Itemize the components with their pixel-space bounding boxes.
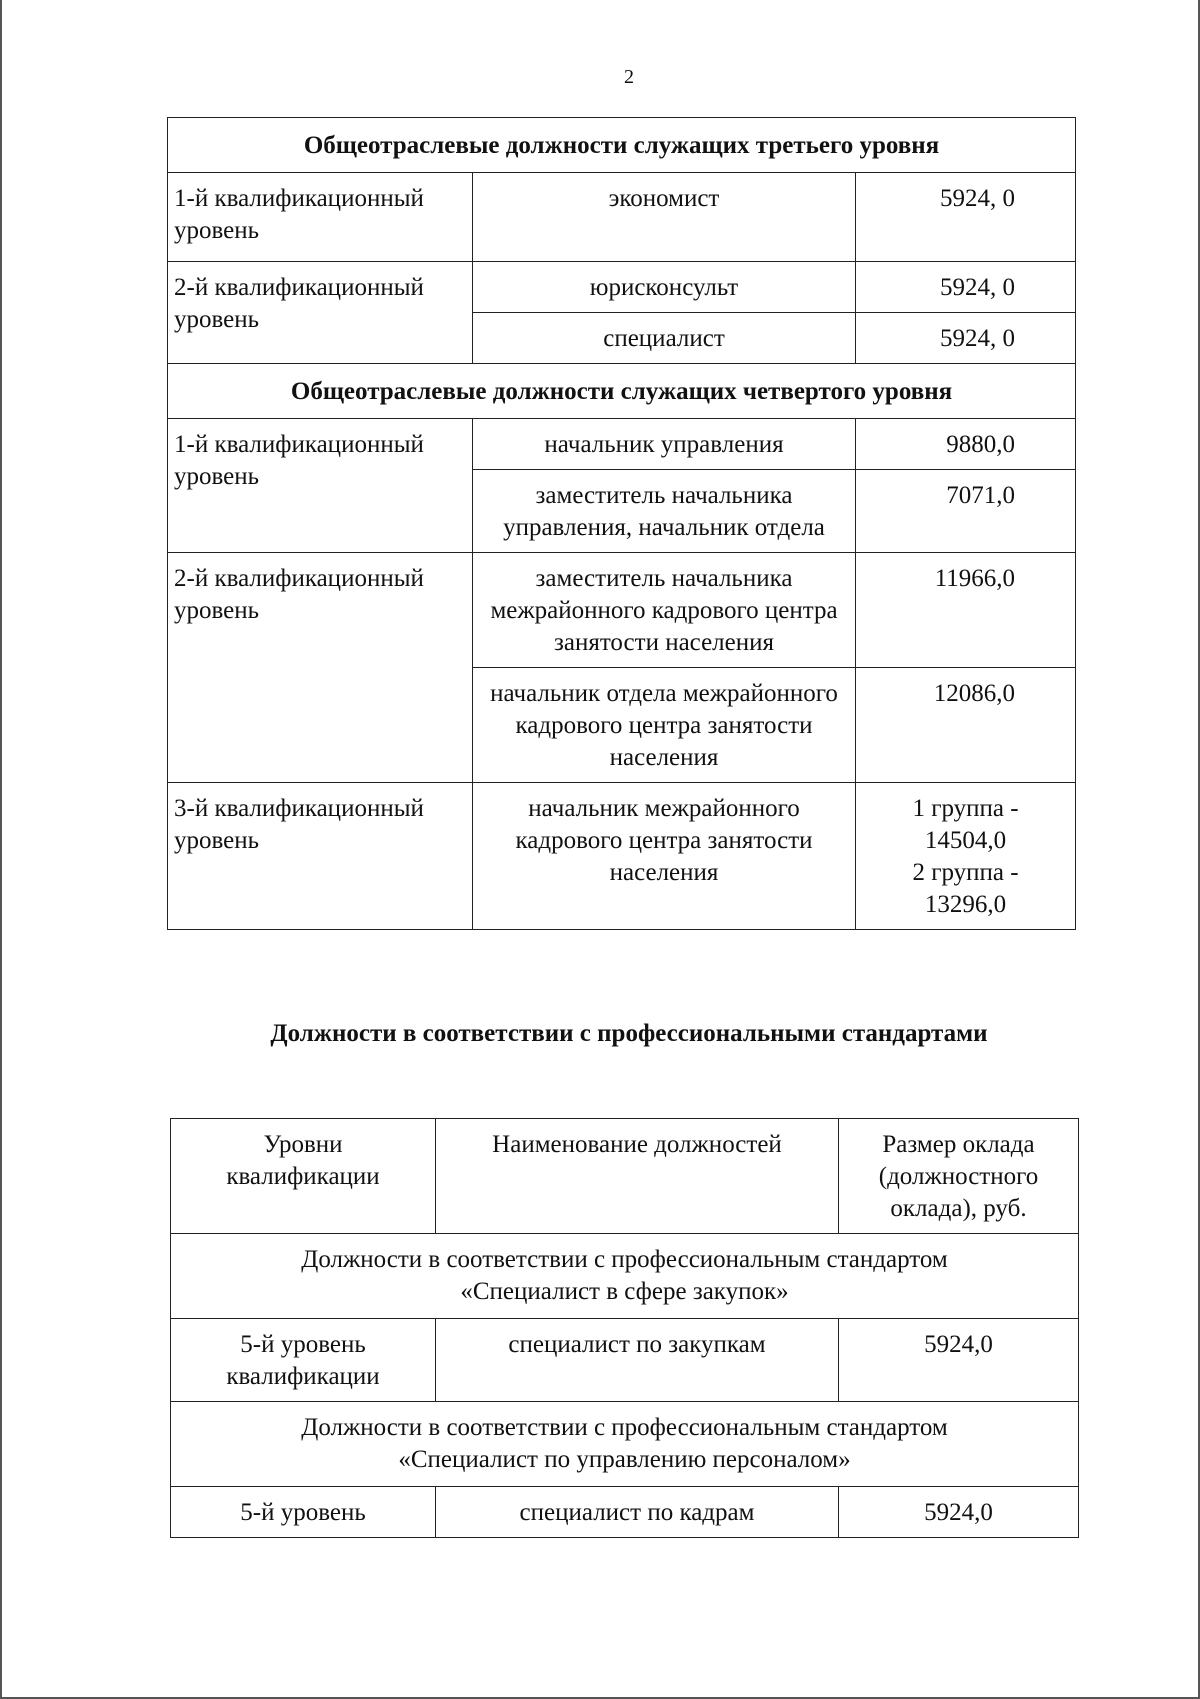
table-row <box>168 553 1076 668</box>
position-name: экономист <box>473 173 856 262</box>
salary-line: 13296,0 <box>924 891 1007 918</box>
section-header-row <box>168 118 1076 173</box>
group-header-row <box>171 1402 1079 1487</box>
page-number: 2 <box>624 66 634 88</box>
qualification-level: 5-й уровень квалификации <box>171 1319 436 1402</box>
position-name: начальник межрайонного кадрового центра занятости населения <box>473 783 856 930</box>
salary-line: 14504,0 <box>924 827 1007 854</box>
section-title: Общеотраслевые должности служащих третьего уровня <box>168 118 1076 173</box>
position-name: юрисконсульт <box>473 262 856 313</box>
salary-line: 2 группа - <box>912 859 1019 886</box>
salary-value: 11966,0 <box>856 553 1076 668</box>
group-title: Должности в соответствии с профессиональным стандартом «Специалист в сфере закупок» <box>171 1234 1079 1319</box>
table-row <box>168 173 1076 262</box>
salary-value: 12086,0 <box>856 668 1076 783</box>
salary-line: 1 группа - <box>912 795 1019 822</box>
qualification-level: 1-й квалификационный уровень <box>168 419 473 553</box>
positions-table-standards <box>170 1118 1079 1538</box>
section-title: Общеотраслевые должности служащих четвертого уровня <box>168 364 1076 419</box>
group-title: Должности в соответствии с профессиональным стандартом «Специалист по управлению персоналом» <box>171 1402 1079 1487</box>
table-row <box>168 783 1076 930</box>
column-header: Наименование должностей <box>436 1119 839 1234</box>
section-heading: Должности в соответствии с профессиональными стандартами <box>270 1020 988 1047</box>
qualification-level: 1-й квалификационный уровень <box>168 173 473 262</box>
table-row <box>171 1319 1079 1402</box>
salary-value-groups <box>856 783 1076 930</box>
salary-value: 5924, 0 <box>856 173 1076 262</box>
position-name: заместитель начальника управления, начальник отдела <box>473 470 856 553</box>
salary-value: 5924,0 <box>839 1319 1079 1402</box>
qualification-level: 5-й уровень <box>171 1487 436 1538</box>
qualification-level: 3-й квалификационный уровень <box>168 783 473 930</box>
position-name: начальник управления <box>473 419 856 470</box>
section-header-row <box>168 364 1076 419</box>
table-row <box>168 262 1076 313</box>
position-name: специалист <box>473 313 856 364</box>
positions-table-general <box>167 117 1076 930</box>
qualification-level: 2-й квалификационный уровень <box>168 553 473 783</box>
salary-value: 7071,0 <box>856 470 1076 553</box>
position-name: специалист по кадрам <box>436 1487 839 1538</box>
table-row <box>171 1487 1079 1538</box>
position-name: заместитель начальника межрайонного кадрового центра занятости населения <box>473 553 856 668</box>
column-header: Уровни квалификации <box>171 1119 436 1234</box>
qualification-level: 2-й квалификационный уровень <box>168 262 473 364</box>
position-name: специалист по закупкам <box>436 1319 839 1402</box>
salary-value: 5924,0 <box>839 1487 1079 1538</box>
column-header: Размер оклада (должностного оклада), руб. <box>839 1119 1079 1234</box>
salary-value: 5924, 0 <box>856 262 1076 313</box>
group-header-row <box>171 1234 1079 1319</box>
header-row <box>171 1119 1079 1234</box>
table-row <box>168 419 1076 470</box>
position-name: начальник отдела межрайонного кадрового центра занятости населения <box>473 668 856 783</box>
salary-value: 5924, 0 <box>856 313 1076 364</box>
salary-value: 9880,0 <box>856 419 1076 470</box>
